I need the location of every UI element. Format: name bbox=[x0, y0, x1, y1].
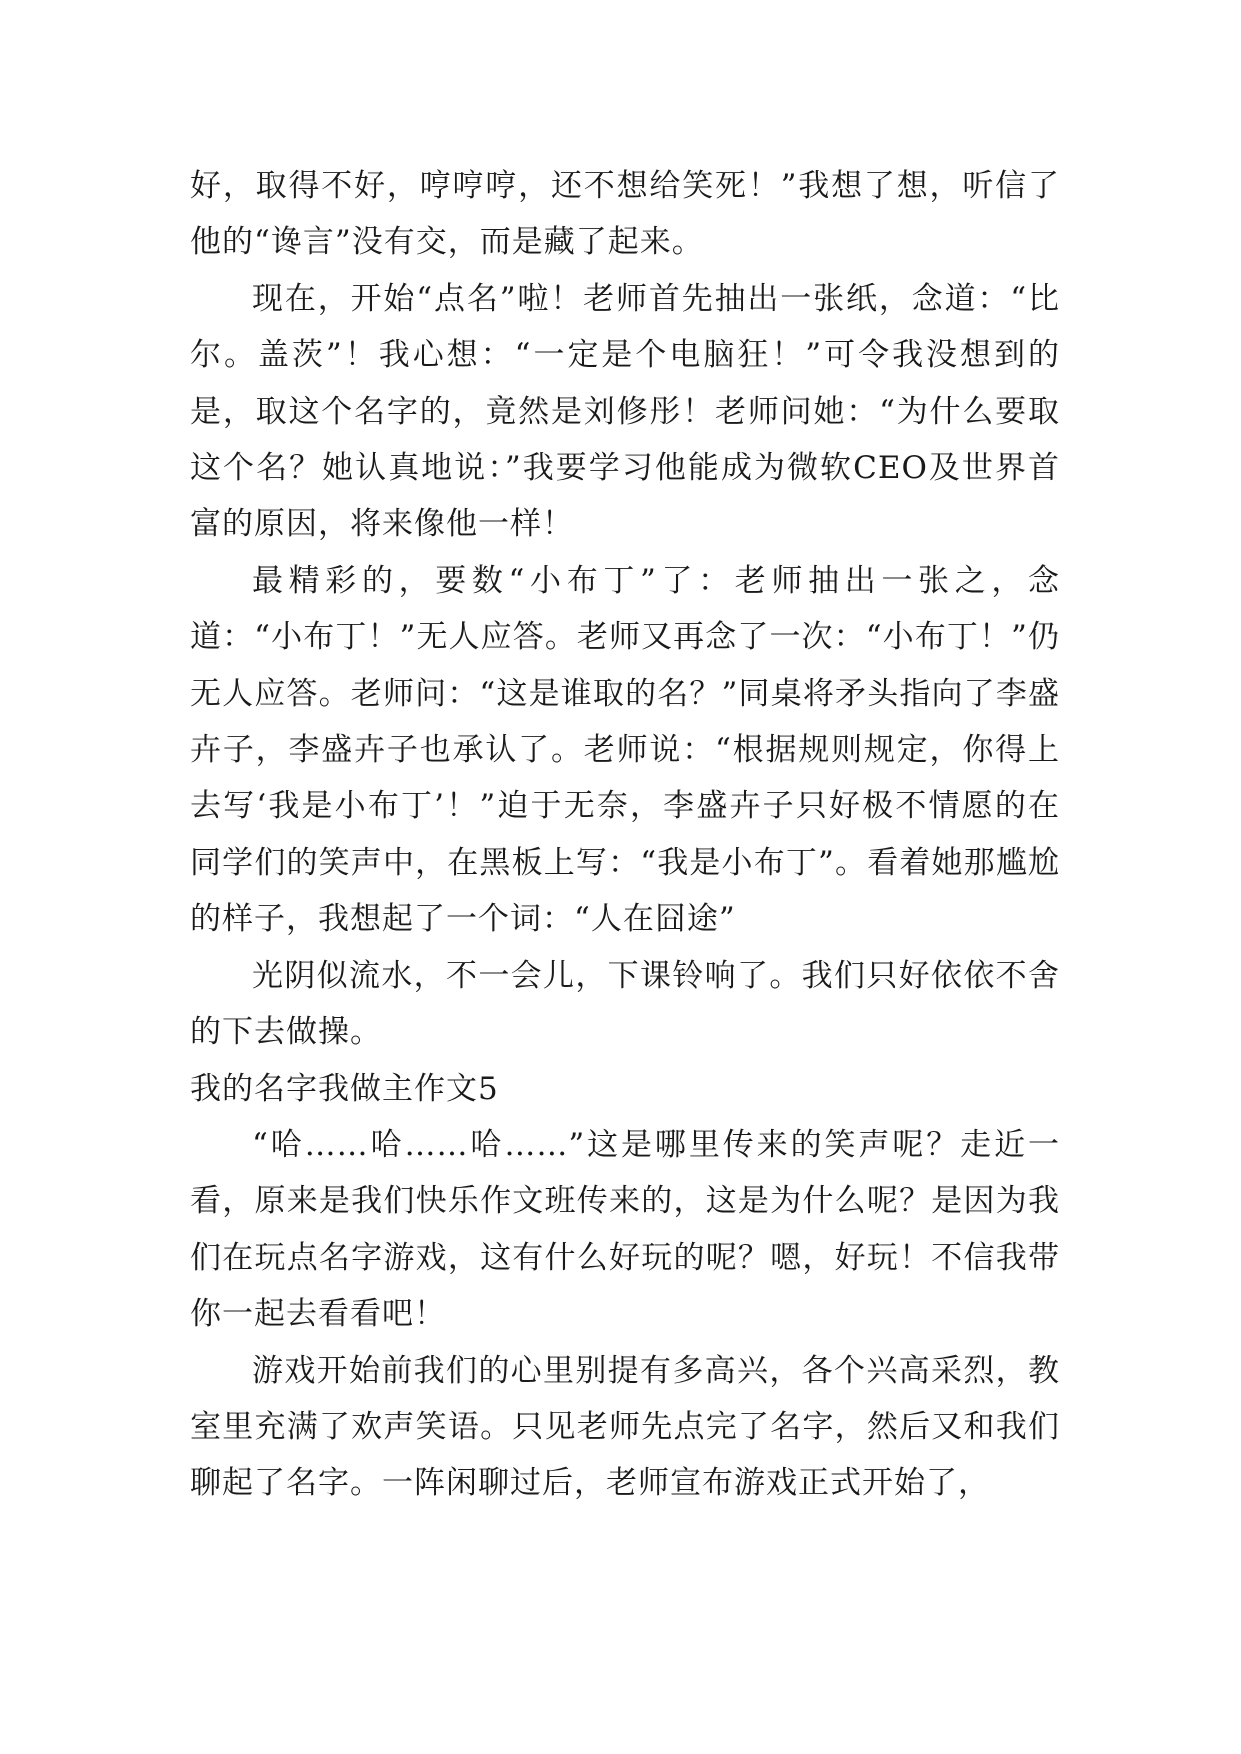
paragraph-game-start: 游戏开始前我们的心里别提有多高兴，各个兴高采烈，教室里充满了欢声笑语。只见老师先点完了名字，然后又和我们聊起了名字。一阵闲聊过后，老师宣布游戏正式开始了， bbox=[190, 1352, 1060, 1502]
paragraph-roll-call: 现在，开始“点名”啦！老师首先抽出一张纸，念道：“比尔。盖茨”！我心想：“一定是个电脑狂！”可令我没想到的是，取这个名字的，竟然是刘修彤！老师问她：“为什么要取这个名？她认真地说：”我要学习他能成为微软CEO及世界首富的原因，将来像他一样！ bbox=[190, 280, 1060, 543]
paragraph-continued: 好，取得不好，哼哼哼，还不想给笑死！”我想了想，听信了他的“谗言”没有交，而是藏了起来。 bbox=[190, 168, 1060, 261]
paragraph-pudding: 最精彩的，要数“小布丁”了：老师抽出一张之，念道：“小布丁！”无人应答。老师又再念了一次：“小布丁！”仍无人应答。老师问：“这是谁取的名？”同桌将矛头指向了李盛卉子，李盛卉子也承认了。老师说：“根据规则规定，你得上去写‘我是小布丁’！”迫于无奈，李盛卉子只好极不情愿的在同学们的笑声中，在黑板上写：“我是小布丁”。看着她那尴尬的样子，我想起了一个词：“人在囧途” bbox=[190, 562, 1060, 938]
paragraph-class-end: 光阴似流水，不一会儿，下课铃响了。我们只好依依不舍的下去做操。 bbox=[190, 957, 1060, 1051]
paragraph-laughter: “哈……哈……哈……”这是哪里传来的笑声呢？走近一看，原来是我们快乐作文班传来的，这是为什么呢？是因为我们在玩点名字游戏，这有什么好玩的呢？嗯，好玩！不信我带你一起去看看吧！ bbox=[190, 1126, 1060, 1333]
document-body bbox=[190, 158, 1060, 1512]
essay-heading: 我的名字我做主作文5 bbox=[190, 1070, 499, 1107]
